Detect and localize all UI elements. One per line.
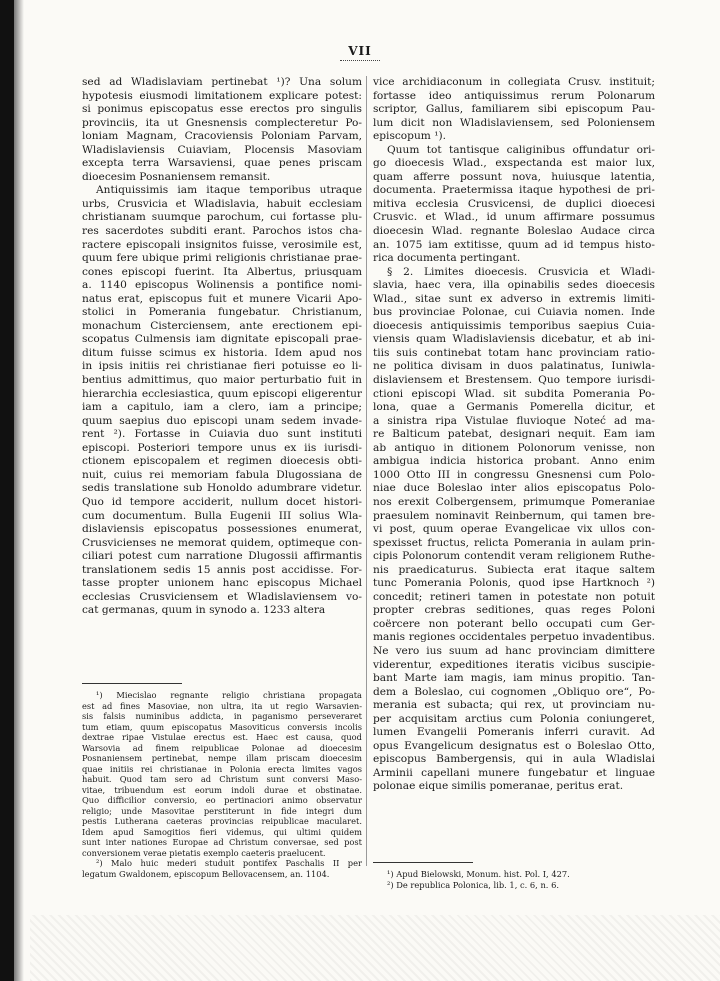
text-line: viensis quam Wladislaviensis dicebatur, et ab ini- bbox=[373, 333, 655, 346]
text-line: ecclesias Crusviciensem et Wladislaviensem vo- bbox=[82, 590, 362, 603]
text-line: Arminii capellani munere fungebatur et linguae bbox=[373, 766, 655, 779]
text-line: tasse propter unionem hanc episcopus Michael bbox=[82, 577, 362, 590]
left-column-text bbox=[82, 76, 362, 618]
footnote-line: Idem apud Samogitios fieri videmus, qui ultimi quidem bbox=[82, 826, 362, 837]
text-line: dislaviensem et Brestensem. Quo tempore iurisdi- bbox=[373, 374, 655, 387]
footnote-line: Posnaniensem pertinebat, nempe illam priscam dioecesim bbox=[82, 753, 362, 763]
text-line: Quum tot tantisque caliginibus offundatur ori- bbox=[387, 143, 655, 156]
text-line: merania est subacta; qui rex, ut provinciam nu- bbox=[373, 699, 655, 712]
text-line: scriptor, Gallus, familiarem sibi episcopum Pau- bbox=[373, 103, 655, 116]
text-line: Ne vero ius suum ad hanc provinciam dimittere bbox=[373, 644, 655, 657]
text-line: tunc Pomerania Polonis, quod ipse Hartknoch ²) bbox=[373, 577, 655, 590]
footnote-line: sis falsis numinibus addicta, in paganismo perseveraret bbox=[82, 711, 362, 721]
text-line: ractere episcopali insignitos fuisse, verosimile est, bbox=[82, 238, 362, 251]
text-line: Quo id tempore acciderit, nullum docet histori- bbox=[82, 495, 362, 508]
text-line: lona, quae a Germanis Pomerella dicitur, et bbox=[373, 401, 655, 414]
text-line: Crusvic. et Wlad., id unum affirmare possumus bbox=[373, 211, 655, 224]
text-line: dioecesis antiquissimis temporibus saepius Cuia- bbox=[373, 319, 655, 332]
text-line: manis regiones occidentales perpetuo invadentibus. bbox=[373, 631, 655, 644]
footnote-rule-left bbox=[82, 683, 182, 684]
text-line: Crusvicienses ne memorat quidem, optimeque con- bbox=[82, 536, 362, 549]
text-line: si ponimus episcopatus esse erectos pro singulis bbox=[82, 103, 362, 116]
text-line: dioecesin Wlad. regnante Boleslao Audace circa bbox=[373, 225, 655, 238]
text-line: nis praedicaturus. Subiecta erat itaque saltem bbox=[373, 563, 655, 576]
column-divider bbox=[366, 76, 367, 866]
text-line: hierarchia ecclesiastica, quum episcopi eligerentur bbox=[82, 387, 362, 400]
text-line: vi post, quum operae Evangelicae vix ullos con- bbox=[373, 523, 655, 536]
text-line: ciliari potest cum narratione Dlugossii affirmantis bbox=[82, 550, 362, 563]
text-line: spexisset fructus, relicta Pomerania in aulam prin- bbox=[373, 536, 655, 549]
text-line: natus erat, episcopus fuit et munere Vicarii Apo- bbox=[82, 292, 362, 305]
text-line: polonae eique similis pomeranae, peritus erat. bbox=[373, 780, 624, 793]
text-line: ctioni episcopi Wlad. sit subdita Pomerania Po- bbox=[373, 387, 655, 400]
text-line: slavia, haec vera, illa opinabilis sedes dioecesis bbox=[373, 279, 655, 292]
footnote-rule-right bbox=[373, 862, 473, 863]
text-line: urbs, Crusvicia et Wladislavia, habuit ecclesiam bbox=[82, 197, 362, 210]
footnote-line: quae initiis rei christianae in Polonia erecta limites vagos bbox=[82, 763, 362, 774]
text-line: bus provinciae Polonae, cui Cuiavia nomen. Inde bbox=[373, 306, 655, 319]
text-line: praesulem nominavit Reinbernum, qui tamen bre- bbox=[373, 509, 655, 522]
text-line: cipis Polonorum contendit veram religionem Ruthe- bbox=[373, 550, 655, 563]
text-line: per acquisitam arctius cum Polonia coniungeret, bbox=[373, 712, 655, 725]
text-line: lum dicit non Wladislaviensem, sed Poloniensem bbox=[373, 116, 655, 129]
text-line: fortasse ideo antiquissimus rerum Polonarum bbox=[373, 89, 655, 102]
text-line: ne politica divisam in duos palatinatus, Iuniwla- bbox=[373, 360, 655, 373]
footnote-line: ¹) Apud Bielowski, Monum. hist. Pol. I, 427. bbox=[387, 869, 570, 879]
text-line: rica documenta pertingant. bbox=[373, 252, 521, 265]
page-number: VII bbox=[348, 44, 372, 58]
text-line: propter crebras seditiones, quas reges Poloni bbox=[373, 604, 655, 617]
text-line: cum documentum. Bulla Eugenii III solius Wla- bbox=[82, 509, 362, 522]
text-line: dioecesim Posnaniensem remansit. bbox=[82, 170, 271, 183]
text-line: quum saepius duo episcopi unam sedem invade- bbox=[82, 414, 362, 427]
text-line: rent ²). Fortasse in Cuiavia duo sunt instituti bbox=[82, 428, 362, 441]
text-line: ab antiquo in ditionem Polonorum venisse, non bbox=[373, 441, 655, 454]
footnote-line: religio; unde Masovitae perstiterunt in fide integri dum bbox=[82, 805, 362, 816]
text-line: episcopus Bambergensis, qui in aula Wladislai bbox=[373, 753, 655, 766]
text-line: mitiva ecclesia Crusvicensi, de duplici dioecesi bbox=[373, 197, 655, 210]
text-line: quam afferre possunt nova, huiusque latentia, bbox=[373, 170, 655, 183]
text-line: go dioecesis Wlad., exspectanda est maior lux, bbox=[373, 157, 655, 170]
text-line: quum fere ubique primi religionis christianae prae- bbox=[82, 252, 362, 265]
footnote-line: est ad fines Masoviae, non ultra, ita ut regio Warsavien- bbox=[82, 700, 362, 711]
text-line: an. 1075 iam extitisse, quum ad id tempus histo- bbox=[373, 238, 655, 251]
text-line: episcopi. Posteriori tempore unus ex iis iurisdi- bbox=[82, 441, 362, 454]
text-line: documenta. Praetermissa itaque hypothesi de pri- bbox=[373, 184, 655, 197]
text-line: loniam Magnam, Cracoviensis Poloniam Parvam, bbox=[82, 130, 362, 143]
footnote-line: conversionem verae pietatis exemplo caeteris praelucent. bbox=[82, 847, 326, 858]
text-line: tiis suis continebat totam hanc provinciam ratio- bbox=[373, 346, 655, 359]
text-line: bentius admittimus, quo maior perturbatio fuit in bbox=[82, 374, 362, 387]
text-line: translationem sedis 15 annis post accidisse. For- bbox=[82, 563, 362, 576]
text-line: a sinistra ripa Vistulae fluvioque Noteć ad ma- bbox=[373, 414, 655, 427]
text-line: vice archidiaconum in collegiata Crusv. instituit; bbox=[373, 76, 655, 88]
right-column-text bbox=[373, 76, 655, 794]
footnote-line: dextrae ripae Vistulae erectus est. Haec est causa, quod bbox=[82, 732, 362, 742]
footnote-line: ²) De republica Polonica, lib. 1, c. 6, n. 6. bbox=[387, 879, 559, 890]
text-line: res sacerdotes subditi erant. Parochos istos cha- bbox=[82, 225, 362, 238]
text-line: sed ad Wladislaviam pertinebat ¹)? Una solum bbox=[82, 76, 362, 88]
text-line: cones episcopi fuerint. Ita Albertus, priusquam bbox=[82, 265, 362, 278]
text-line: excepta terra Warsaviensi, quae penes priscam bbox=[82, 157, 362, 170]
footnote-line: pestis Lutherana caeteras provincias reipublicae macularet. bbox=[82, 816, 362, 826]
text-line: provinciis, ita ut Gnesnensis complecteretur Po- bbox=[82, 116, 362, 129]
text-line: Antiquissimis iam itaque temporibus utraque bbox=[96, 184, 362, 197]
text-line: opus Evangelicum designatus est o Boleslao Otto, bbox=[373, 739, 655, 752]
footnotes-right bbox=[373, 869, 655, 890]
text-line: re Balticum patebat, designari nequit. Eam iam bbox=[373, 428, 655, 441]
text-line: christianam suumque parochum, cui fortasse plu- bbox=[82, 211, 362, 224]
text-line: dislaviensis episcopatus possessiones enumerat, bbox=[82, 523, 362, 536]
text-line: sedis translatione sub Honoldo adumbrare videtur. bbox=[82, 482, 362, 495]
text-line: Wlad., sitae sunt ex adverso in extremis limiti- bbox=[373, 292, 655, 305]
text-line: episcopum ¹). bbox=[373, 130, 446, 143]
text-line: viderentur, expeditiones iteratis vicibus suscipie- bbox=[373, 658, 655, 671]
text-line: in ipsis initiis rei christianae fieri potuisse eo li- bbox=[82, 360, 362, 373]
footnote-line: habuit. Quod tam sero ad Christum sunt conversi Maso- bbox=[82, 774, 362, 784]
footnote-line: sunt inter nationes Europae ad Christum conversae, sed post bbox=[82, 837, 362, 847]
text-line: ditum fuisse scimus ex historia. Idem apud nos bbox=[82, 346, 362, 359]
text-line: stolici in Pomerania fungebatur. Christianum, bbox=[82, 306, 362, 319]
footnote-line: ¹) Miecislao regnante religio christiana propagata bbox=[96, 690, 362, 700]
text-line: coërcere non poterant bello occupati cum Ger- bbox=[373, 617, 655, 630]
text-line: lumen Evangelii Pomeranis inferri curavit. Ad bbox=[373, 726, 655, 739]
text-line: concedit; retineri tamen in potestate non potuit bbox=[373, 590, 655, 603]
text-line: monachum Cisterciensem, ante erectionem epi- bbox=[82, 319, 362, 332]
text-line: 1000 Otto III in congressu Gnesnensi cum Polo- bbox=[373, 468, 655, 481]
text-line: nos erexit Colbergensem, primumque Pomeraniae bbox=[373, 495, 655, 508]
footnotes-left bbox=[82, 690, 362, 879]
text-line: scopatus Culmensis iam dignitate episcopali prae- bbox=[82, 333, 362, 346]
text-line: bant Marte iam magis, iam minus propitio. Tan- bbox=[373, 672, 655, 685]
page-number-ornament bbox=[340, 60, 380, 62]
text-line: Wladislaviensis Cuiaviam, Plocensis Masoviam bbox=[82, 143, 362, 156]
text-line: niae duce Boleslao inter alios episcopatus Polo- bbox=[373, 482, 655, 495]
text-line: iam a capitulo, iam a clero, iam a principe; bbox=[82, 401, 362, 414]
text-line: a. 1140 episcopus Wolinensis a pontifice nomi- bbox=[82, 279, 362, 292]
footnote-line: vitae, tribuendum est eorum indoli durae et obstinatae. bbox=[82, 784, 362, 795]
text-line: cat germanas, quum in synodo a. 1233 altera bbox=[82, 604, 326, 617]
footnote-line: Quo difficilior conversio, eo pertinaciori animo observatur bbox=[82, 795, 362, 805]
text-line: ambigua indicia historica probant. Anno enim bbox=[373, 455, 655, 468]
footnote-line: tum etiam, quum episcopatus Masoviticus conversis incolis bbox=[82, 721, 362, 732]
text-line: dem a Boleslao, cui cognomen „Obliquo ore“, Po- bbox=[373, 685, 655, 698]
footnote-line: legatum Gwaldonem, episcopum Bellovacensem, an. 1104. bbox=[82, 868, 330, 879]
text-line: § 2. Limites dioecesis. Crusvicia et Wladi- bbox=[387, 265, 655, 278]
text-line: nuit, cuius rei memoriam fabula Dlugossiana de bbox=[82, 468, 362, 481]
footnote-line: ²) Malo huic mederi studuit pontifex Paschalis II per bbox=[96, 858, 362, 868]
text-line: hypotesis eiusmodi limitationem explicare potest: bbox=[82, 89, 362, 102]
footnote-line: Warsovia ad finem reipublicae Polonae ad dioecesim bbox=[82, 742, 362, 753]
text-line: ctionem episcopalem et regimen dioecesis obti- bbox=[82, 455, 362, 468]
